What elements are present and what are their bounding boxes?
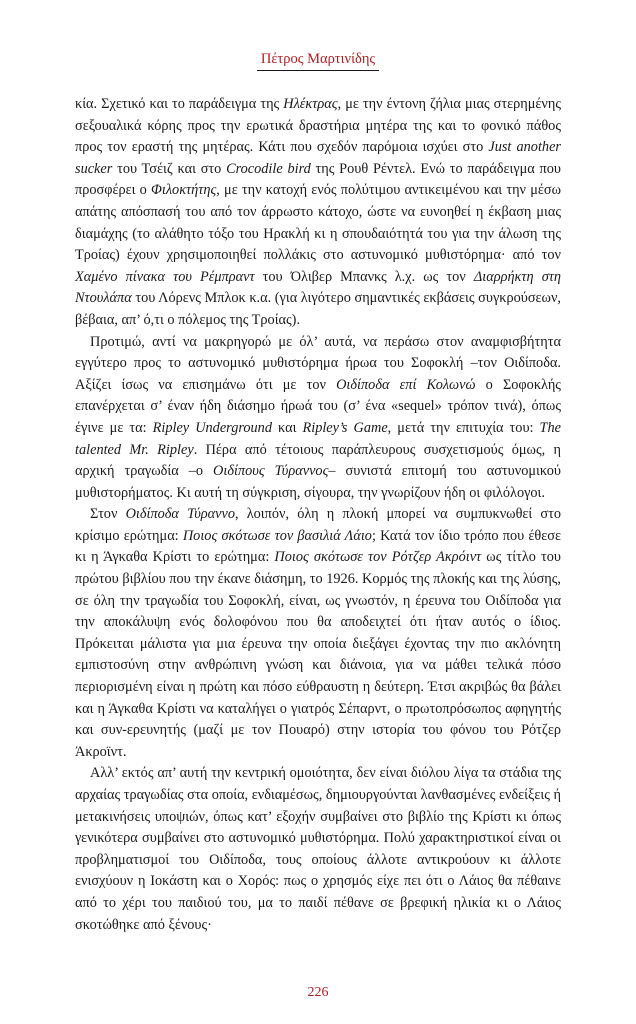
italic-title-run: Ηλέκτρας [283,96,338,112]
text-run: της Ρουθ Ρέντελ. Ενώ το παράδειγμα που προσφέρει ο [75,160,561,199]
text-run: και [271,419,303,436]
text-run: Προτιμώ, αντί να μακρηγορώ με όλ’ αυτά, να περάσω στον αναμφισβήτητα εγγύτερο προς το αστυνομικό μυθιστόρημα ήρωα του Σοφοκλή –τον Οιδίποδα. Αξίζει ίσως να επισημάνω ότι με τον [75,333,561,393]
running-head [0,50,636,71]
italic-title-run: Ripley Underground [152,419,272,436]
italic-title-run: Crocodile bird [226,160,311,177]
italic-title-run: Διαρρήκτη στη Ντουλάπα [75,268,561,307]
page-number: 226 [307,985,329,1000]
italic-title-run: Just another sucker [75,139,561,177]
italic-title-run: Χαμένο πίνακα του Ρέμπραντ [75,268,255,285]
text-run: , μετά την επιτυχία του: [387,419,540,436]
paragraph [75,763,561,936]
italic-title-run: Φιλοκτήτης [151,182,217,199]
text-run: του Τσέιζ και στο [112,160,227,177]
running-head-author: Πέτρος Μαρτινίδης [257,51,379,71]
text-run: , λοιπόν, όλη η πλοκή μπορεί να συμπυκνωθεί στο κρίσιμο ερώτημα: [75,506,561,544]
paragraph [75,94,561,332]
body-text [75,94,561,936]
italic-title-run: Οιδίπους Τύραννος [213,463,329,480]
text-run: Στον [90,506,126,523]
italic-title-run: Οιδίποδα Τύραννο [125,506,236,523]
italic-title-run: The talented Mr. Ripley [75,419,561,458]
text-run: ως τίτλο του πρώτου βιβλίου που την έκανε διάσημη, το 1926. Κορμός της πλοκής και της λύσης, σε όλη την τραγωδία του Σοφοκλή, είναι, ως γνωστόν, η έρευνα του Οιδίποδα για την αποκάλυψη ενός δολοφόνου που θα αποδειχτεί ότι ήταν αυτός ο ίδιος. Πρόκειται μάλιστα για μια έρευνα την οποία διεξάγει έχοντας την πιο ακλόνητη εμπιστοσύνη στην ανθρώπινη γνώση και διάνοια, για να μάθει τελικά πόσο περιορισμένη είναι η πρώτη και πόσο εύθραυστη η δεύτερη. Έτσι ακριβώς θα βάλει και η Άγκαθα Κρίστι να καταλήγει ο γιατρός Σέπαρντ, ο πρωτοπρόσωπος αφηγητής και συν-ερευνητής (μαζί με τον Πουαρό) στην ιστορία του φόνου του Ρότζερ Άκροϊντ. [75,549,561,760]
text-run: ο Σοφοκλής επανέρχεται σ’ έναν ήδη διάσημο ήρωά του (σ’ ένα «sequel» τρόπον τινά), όπως έγινε με τα: [75,376,561,436]
text-run: . Πέρα από τέτοιους παράπλευρους συσχετισμούς όμως, η αρχική τραγωδία –ο [75,441,561,480]
italic-title-run: Ποιος σκότωσε τον βασιλιά Λάιο [182,527,372,544]
italic-title-run: Οιδίποδα επί Κολωνώ [336,376,476,393]
text-run: κία. Σχετικό και το παράδειγμα της [75,96,284,112]
italic-title-run: Ripley’s Game [302,419,388,436]
italic-title-run: Ποιος σκότωσε τον Ρότζερ Ακρόιντ [274,549,482,566]
text-run: , με την κατοχή ενός πολύτιμου αντικειμένου και την μέσω απάτης απόσπασή του από τον άρρωστο κάτοχο, ώστε να ευνοηθεί η έκβαση μιας διαμάχης (το αλάθητο τόξο του Ηρακλή κι η σπουδαιότητά του για την άλωση της Τροίας) έχουν χρησιμοποιηθεί πολλάκις στο αστυνομικό μυθιστόρημα· από τον [75,182,561,264]
paragraph [75,332,561,505]
text-run: , με την έντονη ζήλια μιας στερημένης σεξουαλικά κόρης προς την ερωτικά δραστήρια μητέρα της και το φονικό πάθος προς τον εραστή της μητέρας. Κάτι που σχεδόν παρόμοια ισχύει στο [75,96,561,156]
text-run: ; Κατά τον ίδιο τρόπο που έθεσε κι η Άγκαθα Κρίστι το ερώτημα: [75,527,561,566]
text-run: Αλλ’ εκτός απ’ αυτή την κεντρική ομοιότητα, δεν είναι διόλου λίγα τα στάδια της αρχαίας τραγωδίας στα οποία, ενδιαμέσως, δημιουργούνται λανθασμένες ενδείξεις ή μετακινήσεις υποψιών, όπως κατ’ εξοχήν συμβαίνει στο βιβλίο της Κρίστι κι όπως γενικότερα συμβαίνει στο αστυνομικό μυθιστόρημα. Πολύ χαρακτηριστικοί είναι οι προβληματισμοί του Οιδίποδα, τους οποίους άλλοτε αντικρούουν κι άλλοτε ενισχύουν η Ιοκάστη και ο Χορός: πως ο χρησμός είχε πει ότι ο Λάιος θα πέθαινε από το χέρι του παιδιού του, μα το παιδί πέθανε σε βρεφική ηλικία κι ο Λάιος σκοτώθηκε από ξένους· [75,765,561,933]
text-run: – συνιστά επιτομή του αστυνομικού μυθιστορήματος. Κι αυτή τη σύγκριση, σίγουρα, την γνωρίζουν ήδη οι φιλόλογοι. [75,463,561,501]
paragraph [75,504,561,763]
text-run: του Λόρενς Μπλοκ κ.α. (για λιγότερο σημαντικές εκβάσεις συγκρούσεων, βέβαια, απ’ ό,τι ο πόλεμος της Τροίας). [75,290,561,328]
text-run: του Όλιβερ Μπανκς λ.χ. ως τον [254,268,474,285]
